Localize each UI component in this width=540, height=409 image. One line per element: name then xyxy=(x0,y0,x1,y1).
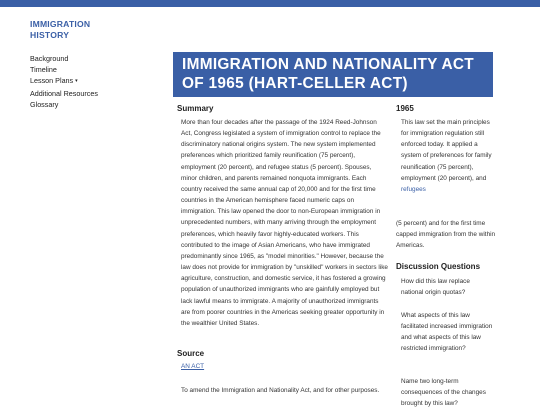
nav-item-label: Glossary xyxy=(30,100,59,109)
source-text: To amend the Immigration and Nationality Act, and for other purposes. xyxy=(181,387,380,394)
site-title[interactable]: IMMIGRATION HISTORY xyxy=(30,19,91,40)
page-title-banner xyxy=(173,52,493,97)
year-text xyxy=(401,117,494,195)
year-text-body: This law set the main principles for immigration regulation still enforced today. It applied a system of preferences for family reunification (75 percent), employment (20 percent), and xyxy=(401,119,492,182)
nav-item-label: Additional Resources xyxy=(30,89,98,98)
top-bar xyxy=(0,0,540,7)
source-link[interactable]: AN ACT xyxy=(181,363,205,370)
nav-item-label: Timeline xyxy=(30,65,57,74)
sidebar-nav xyxy=(30,53,98,110)
refugees-link[interactable]: refugees xyxy=(401,185,426,193)
nav-item-glossary[interactable] xyxy=(30,99,98,110)
page-title: IMMIGRATION AND NATIONALITY ACT OF 1965 (HART-CELLER ACT) xyxy=(182,56,475,92)
nav-item-timeline[interactable] xyxy=(30,64,98,75)
source-heading: Source xyxy=(177,349,205,358)
nav-item-additional-resources[interactable] xyxy=(30,88,98,99)
nav-item-label: Background xyxy=(30,54,69,63)
discussion-question: Name two long-term consequences of the changes brought by this law? xyxy=(401,378,486,408)
nav-item-lesson-plans[interactable] xyxy=(30,75,98,88)
year-text-continued: (5 percent) and for the first time capped immigration from the within Americas. xyxy=(396,220,496,250)
discussion-question: How did this law replace national origin quotas? xyxy=(401,278,470,297)
summary-heading: Summary xyxy=(177,104,214,113)
year-heading: 1965 xyxy=(396,104,414,113)
discussion-questions-heading: Discussion Questions xyxy=(396,262,481,271)
discussion-question: What aspects of this law facilitated increased immigration and what aspects of this law restricted immigration? xyxy=(401,312,493,353)
summary-text: More than four decades after the passage of the 1924 Reed-Johnson Act, Congress legislated a system of immigration control to replace the discriminatory national origins system. The new system implemented preferences which prioritized family reunification (75 percent), employment (20 percent), and refugee status (5 percent). Spouses, minor children, and parents remained nonquota immigrants. Each country received the same annual cap of 20,000 and for the first time countries in the American hemisphere faced numeric caps on immigration. This law opened the door to non-European immigration in unprecedented numbers, with many arriving through the employment preferences, which heavily favor highly-educated workers. This contributed to the image of Asian Americans, who have immigrated predominantly since 1965, as "model minorities." However, because the law does not provide for immigration by "unskilled" workers in sectors like agriculture, construction, and domestic service, it has fostered a growing population of unauthorized immigrants who are gainfully employed but lack lawful means to immigrate. A majority of unauthorized immigrants are from poorer countries in the Americas seeking greater opportunity in the wealthier United States. xyxy=(181,119,388,327)
chevron-down-icon: ▾ xyxy=(75,78,78,84)
nav-item-background[interactable] xyxy=(30,53,98,64)
nav-item-label: Lesson Plans xyxy=(30,76,74,85)
